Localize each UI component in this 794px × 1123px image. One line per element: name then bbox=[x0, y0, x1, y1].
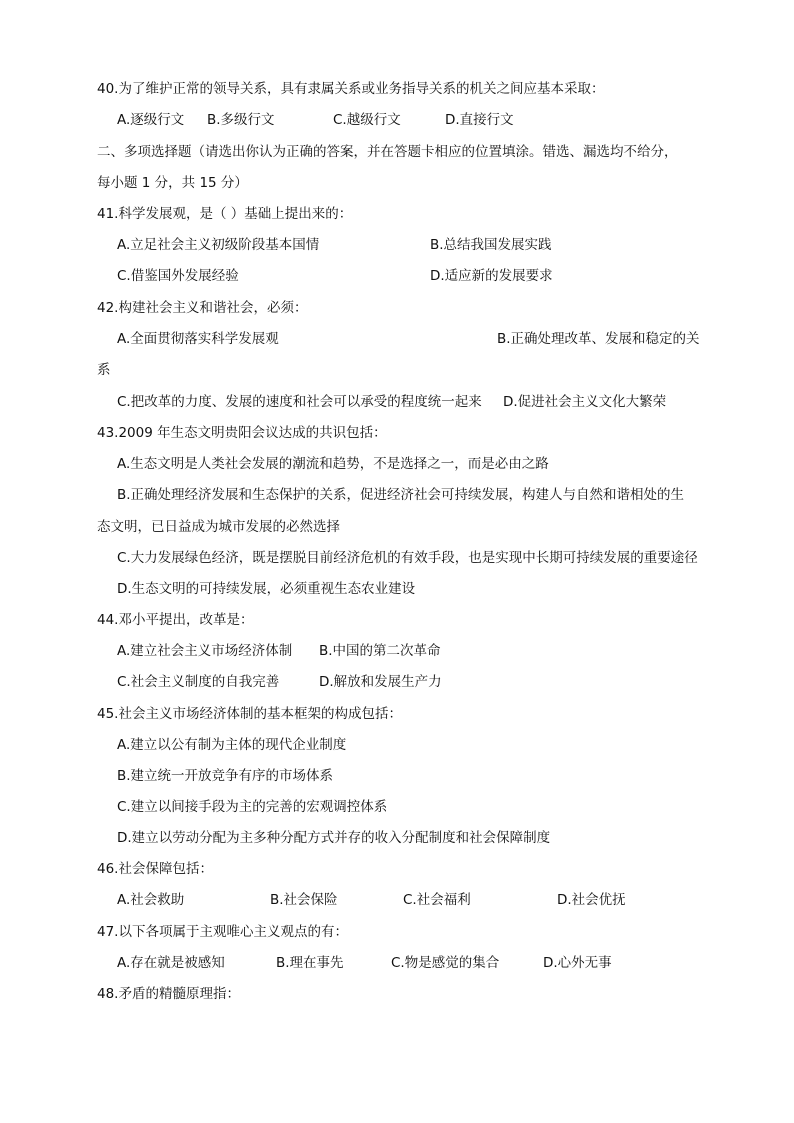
option: D.心外无事 bbox=[543, 955, 612, 971]
option: D.直接行文 bbox=[445, 112, 514, 128]
option: D.社会优抚 bbox=[557, 892, 626, 908]
option: A.建立以公有制为主体的现代企业制度 bbox=[117, 737, 347, 753]
option: D.生态文明的可持续发展，必须重视生态农业建设 bbox=[117, 581, 416, 597]
option: D.促进社会主义文化大繁荣 bbox=[503, 394, 667, 410]
option: B.总结我国发展实践 bbox=[430, 237, 552, 253]
option: D.建立以劳动分配为主多种分配方式并存的收入分配制度和社会保障制度 bbox=[117, 830, 551, 846]
option: A.社会救助 bbox=[117, 892, 185, 908]
option: A.存在就是被感知 bbox=[117, 955, 225, 971]
option: C.建立以间接手段为主的完善的宏观调控体系 bbox=[117, 799, 388, 815]
section-title: 每小题 1 分，共 15 分） bbox=[97, 175, 248, 191]
option: B.社会保险 bbox=[270, 892, 338, 908]
option: C.物是感觉的集合 bbox=[391, 955, 500, 971]
option: C.借鉴国外发展经验 bbox=[117, 268, 239, 284]
option: D.适应新的发展要求 bbox=[430, 268, 553, 284]
option: B.多级行文 bbox=[207, 112, 275, 128]
option: A.建立社会主义市场经济体制 bbox=[117, 643, 293, 659]
question-45-stem: 45.社会主义市场经济体制的基本框架的构成包括： bbox=[97, 706, 402, 722]
question-41-stem: 41.科学发展观，是（ ）基础上提出来的： bbox=[97, 206, 353, 222]
question-48-stem: 48.矛盾的精髓原理指： bbox=[97, 986, 240, 1002]
option: B.建立统一开放竞争有序的市场体系 bbox=[117, 768, 334, 784]
question-46-stem: 46.社会保障包括： bbox=[97, 861, 213, 877]
option: A.生态文明是人类社会发展的潮流和趋势，不是选择之一，而是必由之路 bbox=[117, 456, 549, 472]
option: B.中国的第二次革命 bbox=[319, 643, 441, 659]
option: B.正确处理改革、发展和稳定的关 bbox=[497, 331, 700, 347]
option: A.立足社会主义初级阶段基本国情 bbox=[117, 237, 320, 253]
option: B.正确处理经济发展和生态保护的关系，促进经济社会可持续发展，构建人与自然和谐相处的生 bbox=[117, 487, 685, 503]
option: C.社会主义制度的自我完善 bbox=[117, 674, 280, 690]
question-43-stem: 43.2009 年生态文明贵阳会议达成的共识包括： bbox=[97, 425, 387, 441]
option: 系 bbox=[97, 362, 111, 378]
option: B.理在事先 bbox=[276, 955, 344, 971]
option: D.解放和发展生产力 bbox=[319, 674, 442, 690]
option: C.大力发展绿色经济，既是摆脱目前经济危机的有效手段，也是实现中长期可持续发展的重要途径 bbox=[117, 550, 698, 566]
option: A.全面贯彻落实科学发展观 bbox=[117, 331, 279, 347]
question-42-stem: 42.构建社会主义和谐社会，必须： bbox=[97, 300, 308, 316]
option: C.越级行文 bbox=[333, 112, 401, 128]
section-title: 二、多项选择题（请选出你认为正确的答案，并在答题卡相应的位置填涂。错选、漏选均不给分， bbox=[97, 144, 678, 160]
question-47-stem: 47.以下各项属于主观唯心主义观点的有： bbox=[97, 924, 348, 940]
option: A.逐级行文 bbox=[117, 112, 185, 128]
question-44-stem: 44.邓小平提出，改革是： bbox=[97, 612, 254, 628]
option: C.把改革的力度、发展的速度和社会可以承受的程度统一起来 bbox=[117, 394, 482, 410]
option: 态文明，已日益成为城市发展的必然选择 bbox=[97, 519, 340, 535]
option: C.社会福利 bbox=[403, 892, 471, 908]
question-40-stem: 40.为了维护正常的领导关系，具有隶属关系或业务指导关系的机关之间应基本采取： bbox=[97, 81, 605, 97]
